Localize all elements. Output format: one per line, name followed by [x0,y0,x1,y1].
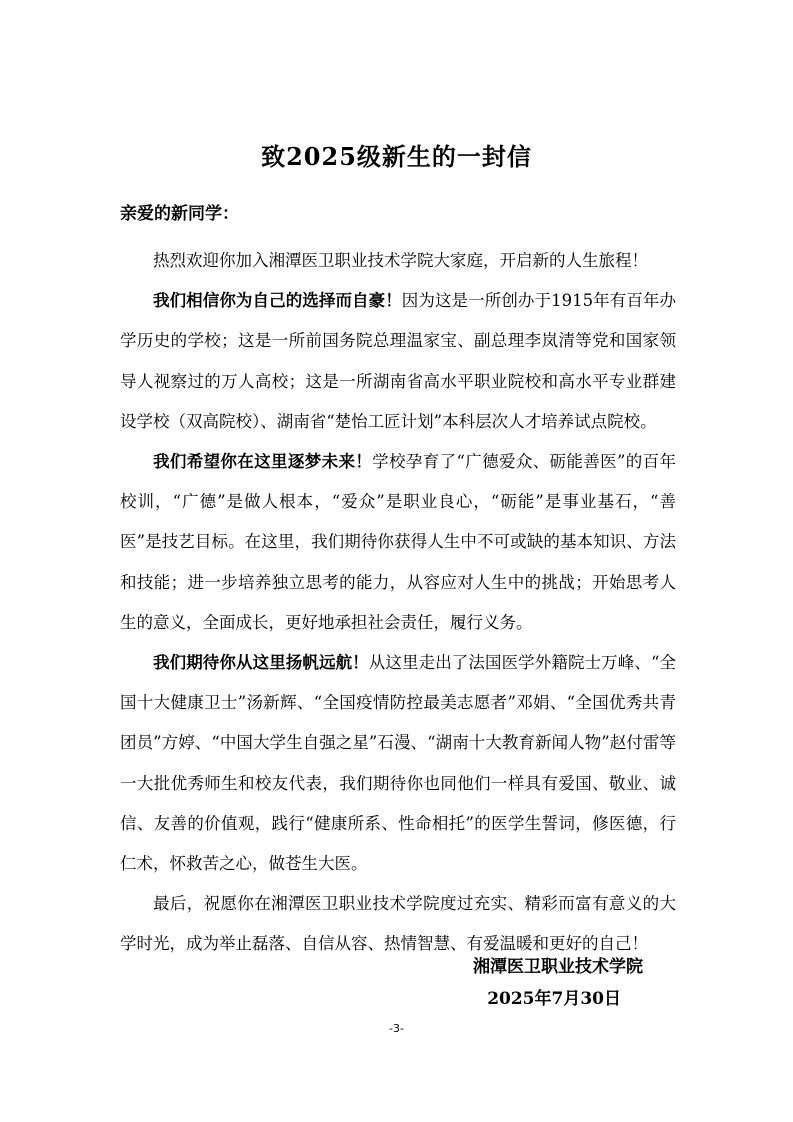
paragraph-lead: 我们相信你为自己的选择而自豪！ [153,291,402,311]
paragraph-sail [120,643,676,884]
paragraph-text: 因为这是一所创办于1915年有百年办学历史的学校；这是一所前国务院总理温家宝、副总理李岚清等党和国家领导人视察过的万人高校；这是一所湖南省高水平职业院校和高水平专业群建设学校（双高院校）、湖南省“楚怡工匠计划”本科层次人才培养试点院校。 [120,291,676,431]
paragraph-dream [120,442,676,643]
paragraph-lead: 我们期待你从这里扬帆远航！ [153,653,369,673]
paragraph-text: 从这里走出了法国医学外籍院士万峰、“全国十大健康卫士”汤新辉、“全国疫情防控最美志愿者”邓娟、“全国优秀共青团员”方婷、“中国大学生自强之星”石漫、“湖南十大教育新闻人物”赵付雷等一大批优秀师生和校友代表，我们期待你也同他们一样具有爱国、敬业、诚信、友善的价值观，践行“健康所系、性命相托”的医学生誓词，修医德，行仁术，怀救苦之心，做苍生大医。 [120,653,677,874]
paragraph-lead: 我们希望你在这里逐梦未来！ [153,452,373,472]
signature-date: 2025年7月30日 [487,989,621,1009]
salutation: 亲爱的新同学： [120,204,239,224]
letter-title: 致2025级新生的一封信 [261,142,532,171]
page-number: -3- [389,1022,404,1035]
paragraph-text: 学校孕育了“广德爱众、砺能善医”的百年校训，“广德”是做人根本，“爱众”是职业良心，“砺能”是事业基石，“善医”是技艺目标。在这里，我们期待你获得人生中不可或缺的基本知识、方法和技能；进一步培养独立思考的能力，从容应对人生中的挑战；开始思考人生的意义，全面成长，更好地承担社会责任，履行义务。 [120,452,677,632]
letter-body [120,241,676,965]
paragraph-text: 热烈欢迎你加入湘潭医卫职业技术学院大家庭，开启新的人生旅程！ [153,251,648,270]
paragraph-pride [120,281,676,442]
paragraph-welcome [120,241,676,281]
signature-organization: 湘潭医卫职业技术学院 [473,957,643,977]
paragraph-text: 最后，祝愿你在湘潭医卫职业技术学院度过充实、精彩而富有意义的大学时光，成为举止磊落、自信从容、热情智慧、有爱温暖和更好的自己！ [120,894,676,954]
